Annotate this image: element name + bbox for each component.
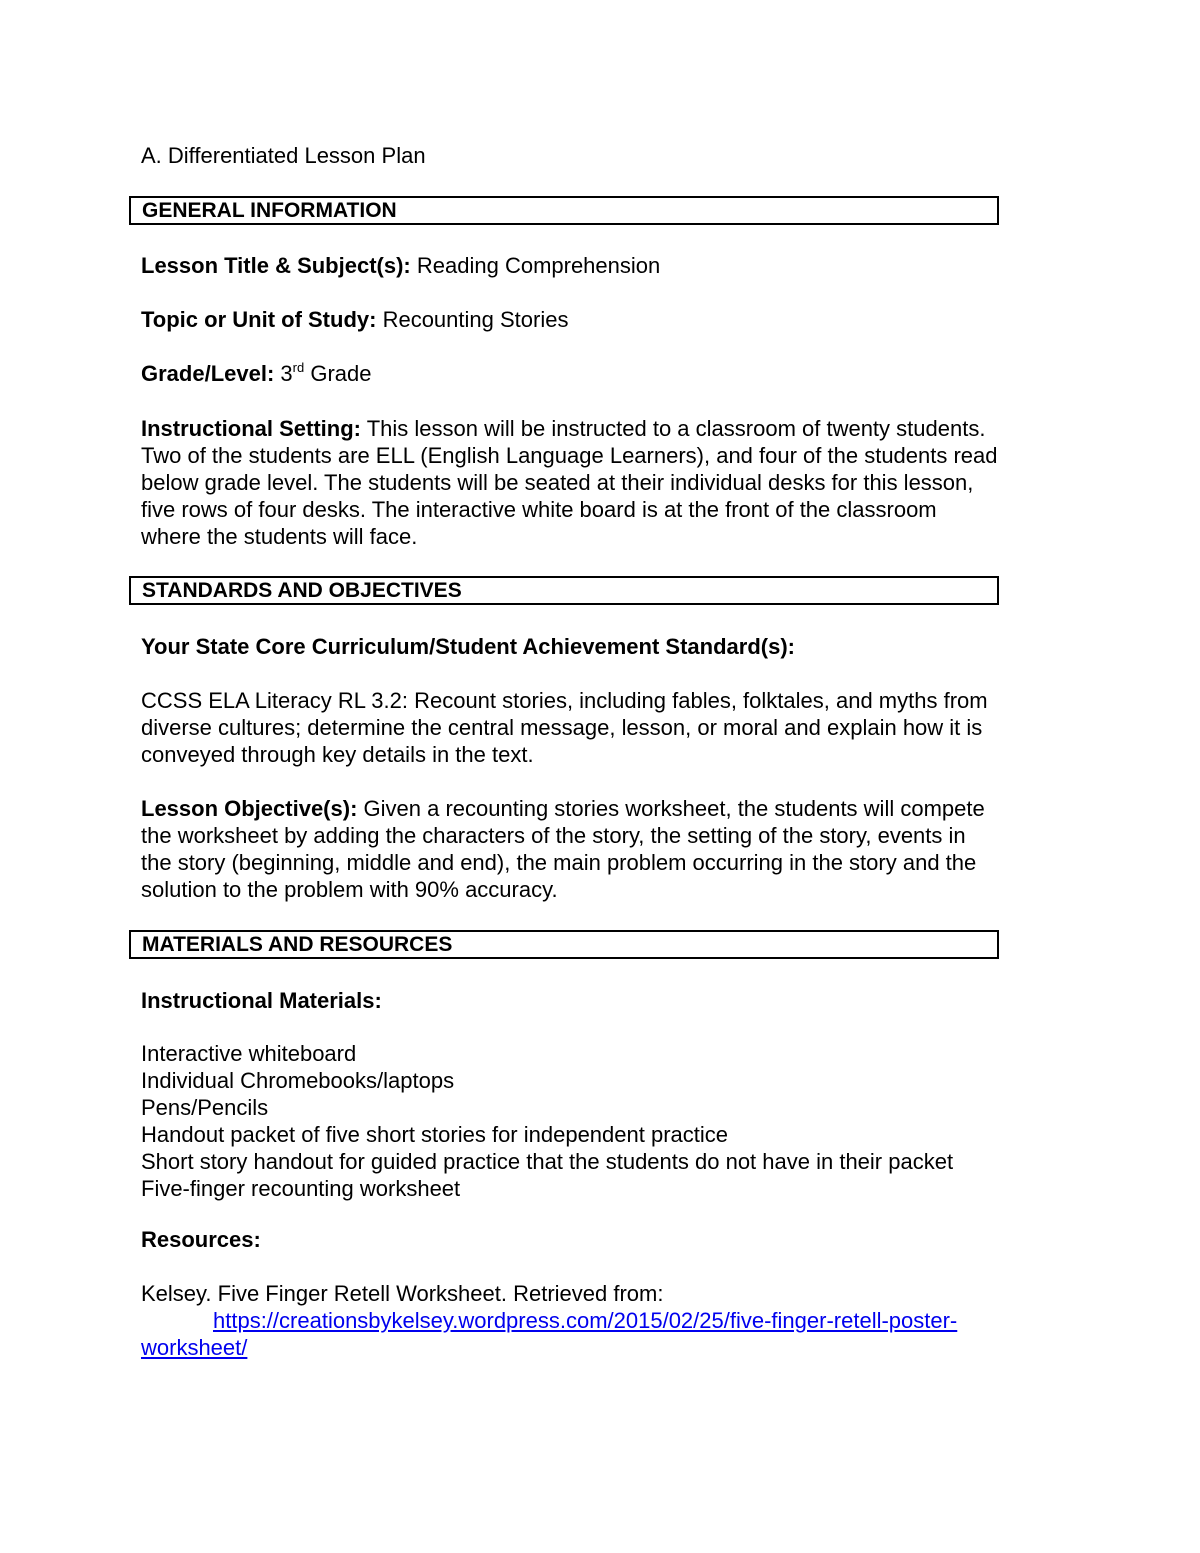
standard-paragraph	[141, 687, 1081, 768]
list-item: Interactive whiteboard	[141, 1041, 357, 1066]
setting-line: five rows of four desks. The interactive white board is at the front of the classroom	[141, 497, 937, 522]
materials-list	[141, 1040, 953, 1202]
lesson-title-row	[141, 252, 1081, 279]
document-title: A. Differentiated Lesson Plan	[141, 143, 426, 168]
list-item: Pens/Pencils	[141, 1095, 269, 1120]
lesson-title-value: Reading Comprehension	[416, 253, 661, 278]
setting-line: below grade level. The students will be seated at their individual desks for this lesson,	[141, 470, 974, 495]
standard-line: CCSS ELA Literacy RL 3.2: Recount stories, including fables, folktales, and myths from	[141, 688, 988, 713]
grade-label: Grade/Level:	[141, 361, 275, 386]
section-header-materials-and-resources	[129, 930, 999, 959]
standard-line: conveyed through key details in the text.	[141, 742, 534, 767]
grade-word: Grade	[310, 361, 372, 386]
materials-heading: Instructional Materials:	[141, 988, 382, 1013]
section-header-label: STANDARDS AND OBJECTIVES	[142, 579, 462, 602]
standard-heading: Your State Core Curriculum/Student Achievement Standard(s):	[141, 634, 795, 659]
objective-line: the worksheet by adding the characters of the story, the setting of the story, events in	[141, 823, 966, 848]
resource-link-continued[interactable]: worksheet/	[141, 1335, 248, 1360]
grade-number: 3	[280, 361, 293, 386]
lesson-title-label: Lesson Title & Subject(s):	[141, 253, 411, 278]
section-header-label: GENERAL INFORMATION	[142, 199, 397, 222]
list-item: Handout packet of five short stories for independent practice	[141, 1122, 729, 1147]
section-header-label: MATERIALS AND RESOURCES	[142, 933, 453, 956]
topic-value: Recounting Stories	[382, 307, 569, 332]
topic-label: Topic or Unit of Study:	[141, 307, 377, 332]
standard-line: diverse cultures; determine the central message, lesson, or moral and explain how it is	[141, 715, 983, 740]
list-item: Short story handout for guided practice that the students do not have in their packet	[141, 1149, 954, 1174]
grade-row	[141, 360, 1081, 387]
section-header-general-information	[129, 196, 999, 225]
setting-label: Instructional Setting:	[141, 416, 361, 441]
objective-paragraph	[141, 795, 1081, 903]
instructional-setting-paragraph	[141, 415, 1081, 550]
list-item: Five-finger recounting worksheet	[141, 1176, 461, 1201]
objective-line: solution to the problem with 90% accuracy.	[141, 877, 558, 902]
section-header-standards-and-objectives	[129, 576, 999, 605]
resource-link[interactable]: https://creationsbykelsey.wordpress.com/2015/02/25/five-finger-retell-poster-	[213, 1308, 958, 1333]
resource-citation: Kelsey. Five Finger Retell Worksheet. Retrieved from:	[141, 1281, 664, 1306]
setting-line: where the students will face.	[141, 524, 418, 549]
topic-row	[141, 306, 1081, 333]
objective-line: Lesson Objective(s): Given a recounting stories worksheet, the students will compete	[141, 796, 985, 821]
objective-label: Lesson Objective(s):	[141, 796, 358, 821]
grade-suffix: rd	[292, 360, 305, 375]
resources-heading: Resources:	[141, 1227, 261, 1252]
setting-line: Two of the students are ELL (English Language Learners), and four of the students read	[141, 443, 998, 468]
objective-line: the story (beginning, middle and end), the main problem occurring in the story and the	[141, 850, 977, 875]
setting-line: Instructional Setting: This lesson will be instructed to a classroom of twenty students.	[141, 416, 986, 441]
list-item: Individual Chromebooks/laptops	[141, 1068, 455, 1093]
